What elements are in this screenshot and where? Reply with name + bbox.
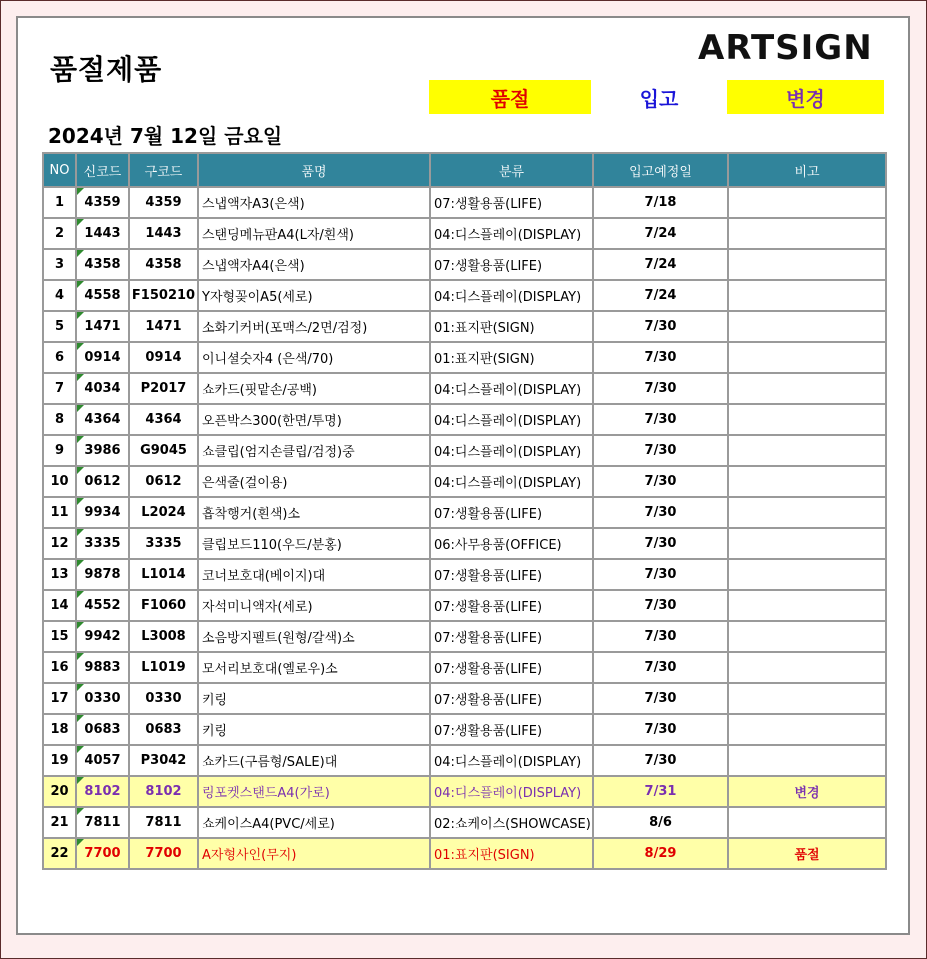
header-incoming-date: 입고예정일 <box>593 153 728 187</box>
cell-no: 4 <box>43 280 76 311</box>
cell-name: 키링 <box>198 683 430 714</box>
cell-old-code: 0914 <box>129 342 198 373</box>
cell-incoming-date: 7/30 <box>593 497 728 528</box>
cell-new-code: 4057 <box>76 745 129 776</box>
cell-new-code: 9883 <box>76 652 129 683</box>
cell-no: 3 <box>43 249 76 280</box>
table-row <box>43 683 886 714</box>
cell-note: 품절 <box>728 838 886 869</box>
cell-name: 스탠딩메뉴판A4(L자/흰색) <box>198 218 430 249</box>
table-row <box>43 590 886 621</box>
cell-name: 쇼케이스A4(PVC/세로) <box>198 807 430 838</box>
cell-incoming-date: 7/30 <box>593 559 728 590</box>
table-row <box>43 187 886 218</box>
cell-note <box>728 373 886 404</box>
table-row <box>43 621 886 652</box>
cell-new-code: 8102 <box>76 776 129 807</box>
cell-name: 스냅액자A4(은색) <box>198 249 430 280</box>
cell-category: 04:디스플레이(DISPLAY) <box>430 404 593 435</box>
cell-incoming-date: 7/31 <box>593 776 728 807</box>
cell-no: 19 <box>43 745 76 776</box>
table-row <box>43 280 886 311</box>
cell-note <box>728 249 886 280</box>
cell-no: 1 <box>43 187 76 218</box>
cell-name: Y자형꽂이A5(세로) <box>198 280 430 311</box>
cell-note: 변경 <box>728 776 886 807</box>
table-row <box>43 745 886 776</box>
cell-note <box>728 435 886 466</box>
header-name: 품명 <box>198 153 430 187</box>
cell-no: 12 <box>43 528 76 559</box>
cell-name: 코너보호대(베이지)대 <box>198 559 430 590</box>
cell-note <box>728 187 886 218</box>
cell-new-code: 9878 <box>76 559 129 590</box>
cell-incoming-date: 7/30 <box>593 311 728 342</box>
cell-name: A자형사인(무지) <box>198 838 430 869</box>
cell-note <box>728 280 886 311</box>
cell-note <box>728 404 886 435</box>
cell-old-code: L1014 <box>129 559 198 590</box>
table-row <box>43 497 886 528</box>
cell-old-code: 7811 <box>129 807 198 838</box>
cell-new-code: 9942 <box>76 621 129 652</box>
cell-note <box>728 466 886 497</box>
cell-old-code: 7700 <box>129 838 198 869</box>
cell-category: 07:생활용품(LIFE) <box>430 621 593 652</box>
cell-new-code: 0330 <box>76 683 129 714</box>
cell-category: 07:생활용품(LIFE) <box>430 590 593 621</box>
cell-note <box>728 497 886 528</box>
table-row <box>43 559 886 590</box>
cell-old-code: 4359 <box>129 187 198 218</box>
header-category: 분류 <box>430 153 593 187</box>
table-row <box>43 342 886 373</box>
cell-category: 07:생활용품(LIFE) <box>430 559 593 590</box>
table-row <box>43 838 886 869</box>
cell-new-code: 7811 <box>76 807 129 838</box>
cell-category: 04:디스플레이(DISPLAY) <box>430 280 593 311</box>
table-row <box>43 218 886 249</box>
cell-old-code: L1019 <box>129 652 198 683</box>
table-row <box>43 776 886 807</box>
cell-category: 07:생활용품(LIFE) <box>430 187 593 218</box>
cell-no: 18 <box>43 714 76 745</box>
cell-new-code: 0612 <box>76 466 129 497</box>
cell-name: 쇼카드(핏맡손/공백) <box>198 373 430 404</box>
cell-new-code: 4552 <box>76 590 129 621</box>
header-note: 비고 <box>728 153 886 187</box>
cell-no: 6 <box>43 342 76 373</box>
cell-no: 7 <box>43 373 76 404</box>
cell-no: 8 <box>43 404 76 435</box>
cell-note <box>728 621 886 652</box>
legend-incoming: 입고 <box>591 80 727 114</box>
table-row <box>43 404 886 435</box>
cell-name: 스냅액자A3(은색) <box>198 187 430 218</box>
cell-name: 흡착행거(흰색)소 <box>198 497 430 528</box>
cell-incoming-date: 7/30 <box>593 745 728 776</box>
cell-old-code: F1060 <box>129 590 198 621</box>
cell-new-code: 4364 <box>76 404 129 435</box>
cell-no: 11 <box>43 497 76 528</box>
cell-old-code: 0683 <box>129 714 198 745</box>
header-old-code: 구코드 <box>129 153 198 187</box>
cell-category: 07:생활용품(LIFE) <box>430 683 593 714</box>
cell-note <box>728 683 886 714</box>
header-no: NO <box>43 153 76 187</box>
cell-name: 클립보드110(우드/분홍) <box>198 528 430 559</box>
cell-note <box>728 528 886 559</box>
cell-old-code: 3335 <box>129 528 198 559</box>
report-date: 2024년 7월 12일 금요일 <box>48 124 283 148</box>
table-body <box>43 187 886 869</box>
cell-no: 21 <box>43 807 76 838</box>
cell-new-code: 0683 <box>76 714 129 745</box>
cell-name: 쇼클립(엄지손클립/검정)중 <box>198 435 430 466</box>
cell-category: 01:표지판(SIGN) <box>430 342 593 373</box>
cell-category: 04:디스플레이(DISPLAY) <box>430 373 593 404</box>
cell-category: 07:생활용품(LIFE) <box>430 714 593 745</box>
cell-old-code: 1443 <box>129 218 198 249</box>
cell-old-code: 0612 <box>129 466 198 497</box>
cell-old-code: F150210 <box>129 280 198 311</box>
cell-incoming-date: 7/30 <box>593 435 728 466</box>
cell-category: 07:생활용품(LIFE) <box>430 249 593 280</box>
cell-category: 04:디스플레이(DISPLAY) <box>430 466 593 497</box>
cell-new-code: 4034 <box>76 373 129 404</box>
cell-category: 04:디스플레이(DISPLAY) <box>430 435 593 466</box>
cell-incoming-date: 7/18 <box>593 187 728 218</box>
cell-incoming-date: 8/6 <box>593 807 728 838</box>
cell-incoming-date: 7/30 <box>593 528 728 559</box>
cell-category: 04:디스플레이(DISPLAY) <box>430 776 593 807</box>
cell-incoming-date: 7/30 <box>593 404 728 435</box>
cell-new-code: 0914 <box>76 342 129 373</box>
cell-category: 01:표지판(SIGN) <box>430 838 593 869</box>
table-row <box>43 249 886 280</box>
cell-old-code: P3042 <box>129 745 198 776</box>
cell-incoming-date: 7/30 <box>593 590 728 621</box>
cell-no: 13 <box>43 559 76 590</box>
cell-category: 04:디스플레이(DISPLAY) <box>430 218 593 249</box>
cell-new-code: 4359 <box>76 187 129 218</box>
cell-incoming-date: 7/30 <box>593 342 728 373</box>
cell-old-code: G9045 <box>129 435 198 466</box>
table-row <box>43 807 886 838</box>
cell-name: 소음방지펠트(원형/갈색)소 <box>198 621 430 652</box>
table-header-row <box>43 153 886 187</box>
table-row <box>43 466 886 497</box>
cell-name: 쇼카드(구름형/SALE)대 <box>198 745 430 776</box>
header-new-code: 신코드 <box>76 153 129 187</box>
cell-note <box>728 745 886 776</box>
cell-category: 02:쇼케이스(SHOWCASE) <box>430 807 593 838</box>
soldout-table <box>42 152 887 870</box>
cell-note <box>728 342 886 373</box>
cell-note <box>728 807 886 838</box>
cell-name: 키링 <box>198 714 430 745</box>
cell-old-code: 8102 <box>129 776 198 807</box>
cell-new-code: 1443 <box>76 218 129 249</box>
cell-note <box>728 714 886 745</box>
cell-note <box>728 590 886 621</box>
table-row <box>43 652 886 683</box>
cell-new-code: 3335 <box>76 528 129 559</box>
cell-no: 10 <box>43 466 76 497</box>
cell-incoming-date: 7/30 <box>593 714 728 745</box>
cell-no: 17 <box>43 683 76 714</box>
cell-note <box>728 218 886 249</box>
cell-old-code: 1471 <box>129 311 198 342</box>
cell-no: 20 <box>43 776 76 807</box>
cell-new-code: 4358 <box>76 249 129 280</box>
table-row <box>43 373 886 404</box>
cell-note <box>728 652 886 683</box>
cell-incoming-date: 8/29 <box>593 838 728 869</box>
legend-soldout: 품절 <box>429 80 591 114</box>
page-title: 품절제품 <box>50 53 163 86</box>
cell-category: 06:사무용품(OFFICE) <box>430 528 593 559</box>
cell-name: 은색줄(걸이용) <box>198 466 430 497</box>
table-row <box>43 311 886 342</box>
cell-incoming-date: 7/30 <box>593 683 728 714</box>
cell-incoming-date: 7/30 <box>593 466 728 497</box>
cell-no: 5 <box>43 311 76 342</box>
brand-logo: ARTSIGN <box>698 28 873 68</box>
cell-new-code: 1471 <box>76 311 129 342</box>
table-row <box>43 528 886 559</box>
cell-incoming-date: 7/24 <box>593 218 728 249</box>
cell-note <box>728 311 886 342</box>
cell-new-code: 9934 <box>76 497 129 528</box>
cell-category: 04:디스플레이(DISPLAY) <box>430 745 593 776</box>
cell-name: 이니셜숫자4 (은색/70) <box>198 342 430 373</box>
cell-incoming-date: 7/30 <box>593 373 728 404</box>
cell-name: 링포켓스탠드A4(가로) <box>198 776 430 807</box>
cell-category: 01:표지판(SIGN) <box>430 311 593 342</box>
cell-old-code: 4358 <box>129 249 198 280</box>
cell-name: 모서리보호대(옐로우)소 <box>198 652 430 683</box>
cell-no: 2 <box>43 218 76 249</box>
cell-category: 07:생활용품(LIFE) <box>430 497 593 528</box>
table-row <box>43 714 886 745</box>
cell-incoming-date: 7/24 <box>593 280 728 311</box>
cell-old-code: P2017 <box>129 373 198 404</box>
cell-name: 자석미니액자(세로) <box>198 590 430 621</box>
cell-incoming-date: 7/30 <box>593 621 728 652</box>
cell-incoming-date: 7/24 <box>593 249 728 280</box>
cell-old-code: L3008 <box>129 621 198 652</box>
cell-no: 16 <box>43 652 76 683</box>
cell-old-code: 0330 <box>129 683 198 714</box>
cell-no: 15 <box>43 621 76 652</box>
cell-old-code: L2024 <box>129 497 198 528</box>
cell-new-code: 3986 <box>76 435 129 466</box>
cell-no: 14 <box>43 590 76 621</box>
cell-name: 오픈박스300(한면/투명) <box>198 404 430 435</box>
cell-no: 22 <box>43 838 76 869</box>
cell-new-code: 4558 <box>76 280 129 311</box>
cell-category: 07:생활용품(LIFE) <box>430 652 593 683</box>
cell-note <box>728 559 886 590</box>
cell-no: 9 <box>43 435 76 466</box>
legend-changed: 변경 <box>727 80 884 114</box>
sheet <box>16 16 910 935</box>
table-row <box>43 435 886 466</box>
cell-new-code: 7700 <box>76 838 129 869</box>
cell-name: 소화기커버(포맥스/2면/검정) <box>198 311 430 342</box>
cell-incoming-date: 7/30 <box>593 652 728 683</box>
cell-old-code: 4364 <box>129 404 198 435</box>
